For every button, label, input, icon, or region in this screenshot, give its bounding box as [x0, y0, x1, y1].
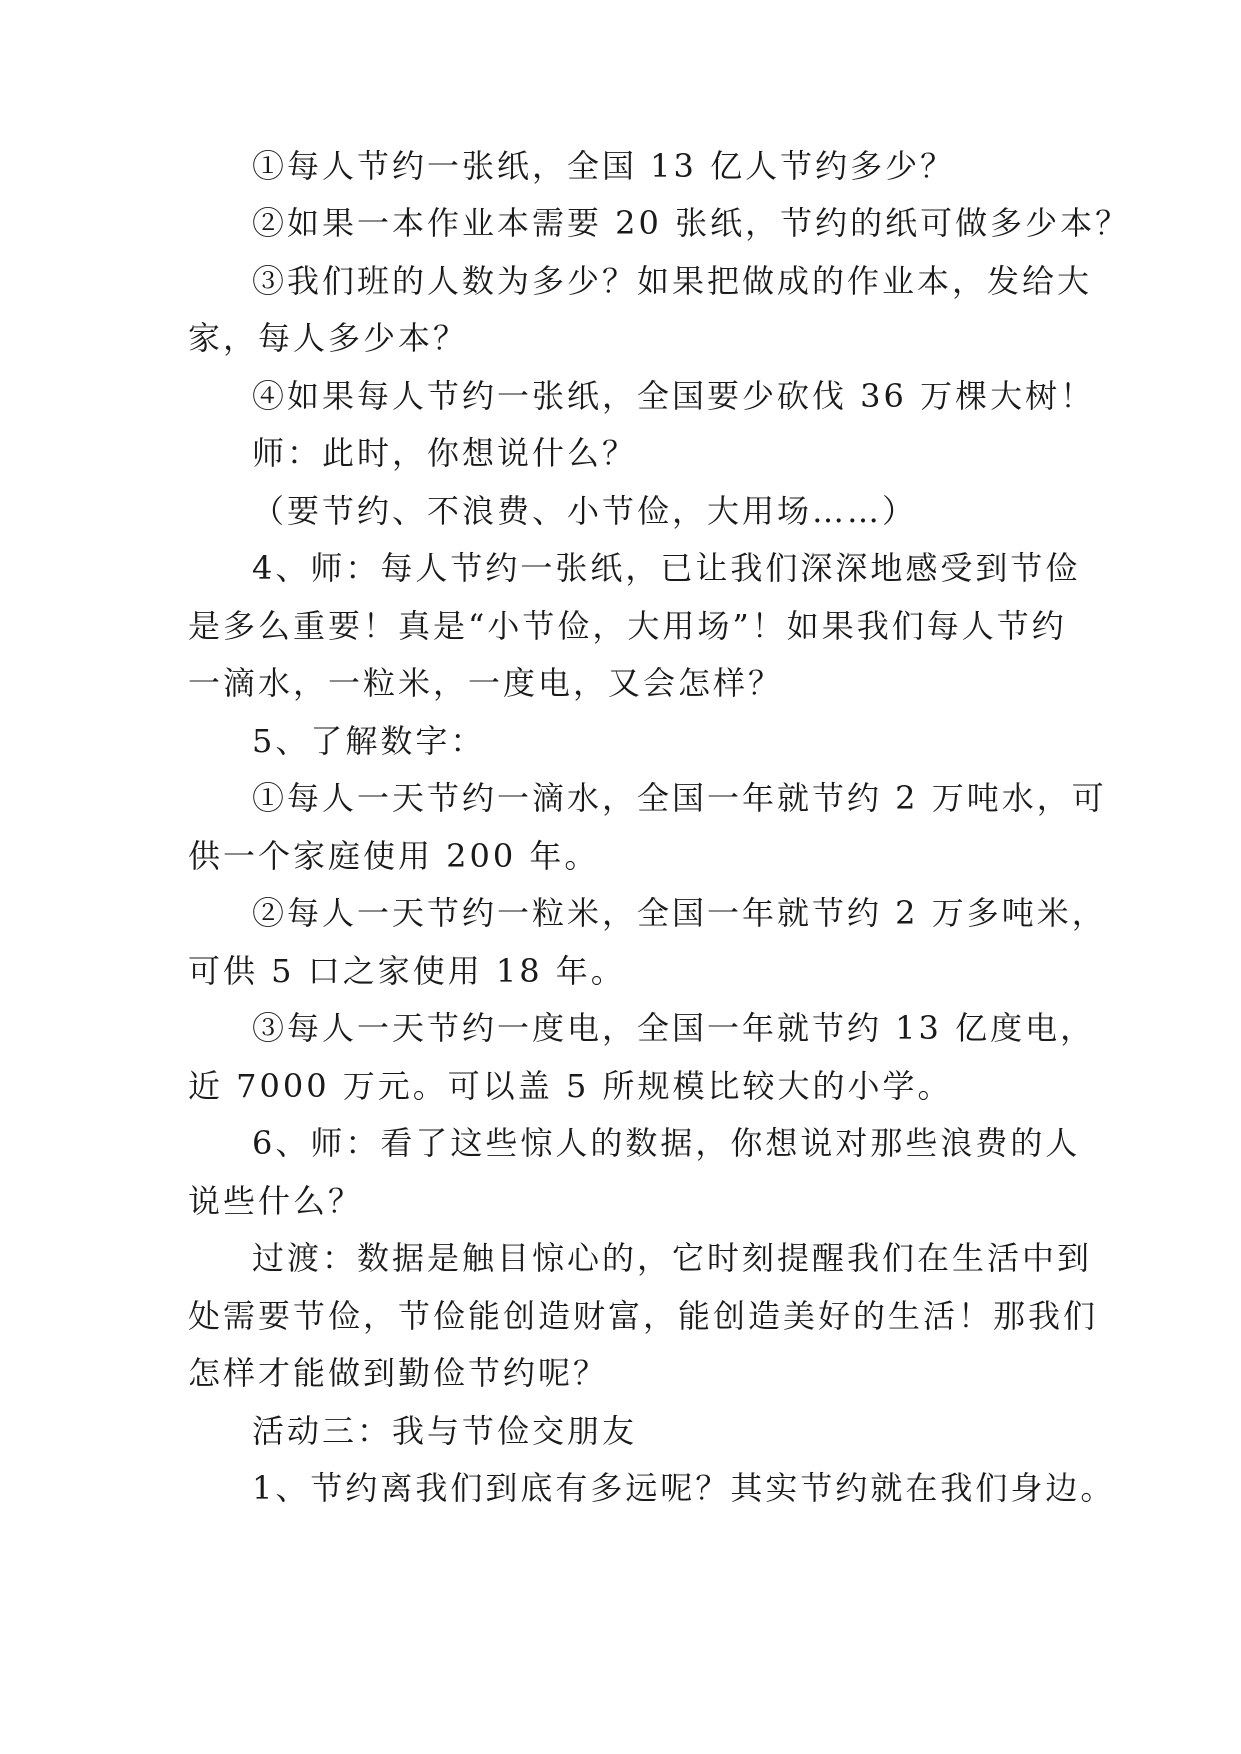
text-line: 1、节约离我们到底有多远呢？其实节约就在我们身边。	[252, 1469, 1116, 1507]
text-line: 供一个家庭使用 200 年。	[188, 837, 600, 875]
text-line: 5、了解数字：	[252, 722, 486, 760]
text-line: ①每人一天节约一滴水，全国一年就节约 2 万吨水，可	[252, 779, 1107, 817]
text-line: （要节约、不浪费、小节俭，大用场……）	[252, 492, 918, 530]
text-line: ②如果一本作业本需要 20 张纸，节约的纸可做多少本？	[252, 204, 1131, 242]
text-line: 说些什么？	[188, 1182, 364, 1220]
text-line: 4、师：每人节约一张纸，已让我们深深地感受到节俭	[252, 549, 1081, 587]
text-line: 是多么重要！真是“小节俭，大用场”！如果我们每人节约	[188, 607, 1067, 645]
text-line: 6、师：看了这些惊人的数据，你想说对那些浪费的人	[252, 1124, 1081, 1162]
text-line: ①每人节约一张纸，全国 13 亿人节约多少？	[252, 147, 956, 185]
text-line: 可供 5 口之家使用 18 年。	[188, 952, 626, 990]
text-line: ②每人一天节约一粒米，全国一年就节约 2 万多吨米，	[252, 894, 1107, 932]
text-line: 活动三：我与节俭交朋友	[252, 1412, 638, 1450]
text-line: 处需要节俭，节俭能创造财富，能创造美好的生活！那我们	[188, 1297, 1099, 1335]
text-line: ④如果每人节约一张纸，全国要少砍伐 36 万棵大树！	[252, 377, 1096, 415]
text-line: 家，每人多少本？	[188, 319, 469, 357]
text-line: 一滴水，一粒米，一度电，又会怎样？	[188, 664, 784, 702]
text-line: ③我们班的人数为多少？如果把做成的作业本，发给大	[252, 262, 1093, 300]
text-line: 近 7000 万元。可以盖 5 所规模比较大的小学。	[188, 1067, 953, 1105]
text-line: 过渡：数据是触目惊心的，它时刻提醒我们在生活中到	[252, 1239, 1093, 1277]
text-line: ③每人一天节约一度电，全国一年就节约 13 亿度电，	[252, 1009, 1096, 1047]
text-line: 师：此时，你想说什么？	[252, 434, 638, 472]
text-line: 怎样才能做到勤俭节约呢？	[188, 1354, 609, 1392]
